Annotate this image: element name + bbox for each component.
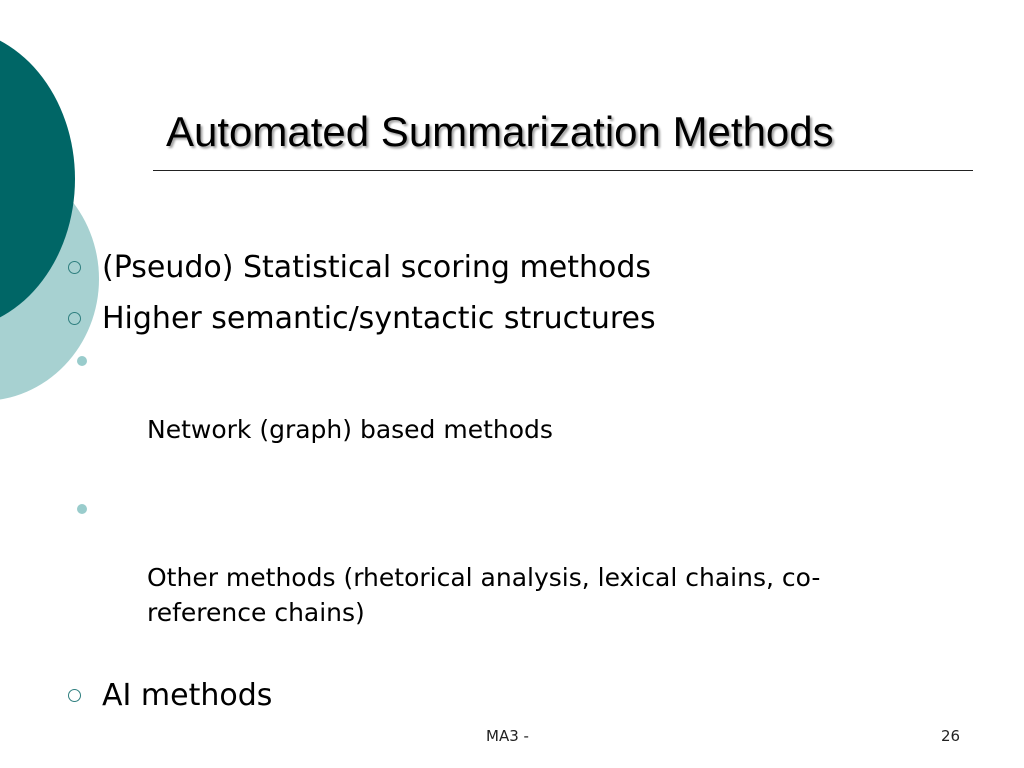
sub-bullet-list <box>102 342 972 665</box>
slide-number: 26 <box>941 727 961 745</box>
sub-bullet-item <box>62 342 972 482</box>
hollow-circle-bullet-icon <box>68 689 81 702</box>
sub-bullet-text: Network (graph) based methods <box>147 415 553 444</box>
hollow-circle-bullet-icon <box>68 312 81 325</box>
sub-bullet-item <box>62 490 972 665</box>
filled-dot-bullet-icon <box>77 504 87 514</box>
bullet-item <box>62 248 972 288</box>
bullet-text: AI methods <box>102 678 273 713</box>
bullet-text: Higher semantic/syntactic structures <box>102 301 656 336</box>
sub-bullet-text: Other methods (rhetorical analysis, lexical chains, co- reference chains) <box>147 563 821 627</box>
filled-dot-bullet-icon <box>77 356 87 366</box>
bullet-item <box>62 676 972 716</box>
slide-title: Automated Summarization Methods <box>166 108 834 155</box>
bullet-list <box>62 248 972 727</box>
footer-label: MA3 - <box>486 727 529 745</box>
bullet-text: (Pseudo) Statistical scoring methods <box>102 250 651 285</box>
title-divider <box>153 170 973 171</box>
hollow-circle-bullet-icon <box>68 261 81 274</box>
bullet-item <box>62 299 972 665</box>
